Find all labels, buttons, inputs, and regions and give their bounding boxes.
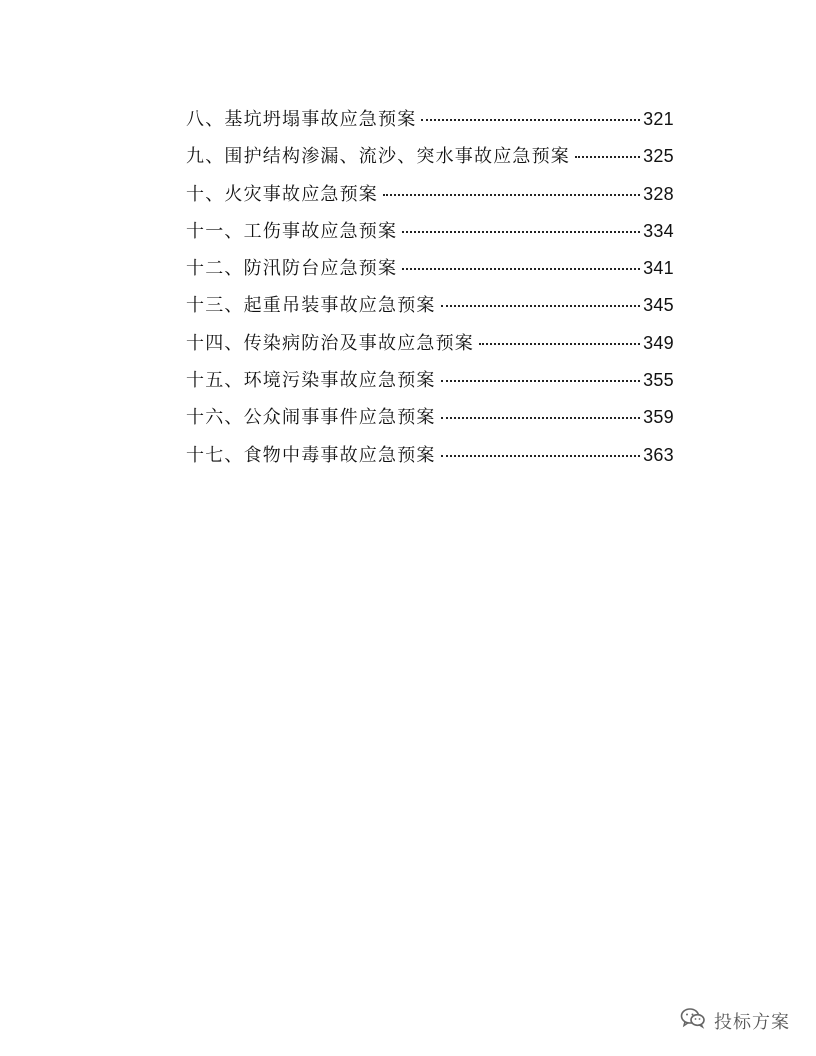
toc-entry[interactable]: [186, 287, 674, 324]
toc-entry-title: 十二、防汛防台应急预案: [186, 258, 398, 280]
toc-entry-page: 325: [643, 146, 674, 167]
toc-entry-page: 349: [643, 332, 674, 353]
toc-entry-page: 345: [643, 295, 674, 316]
toc-entry-title: 九、围护结构渗漏、流沙、突水事故应急预案: [186, 146, 570, 168]
toc-leader-dots: [441, 379, 640, 382]
toc-entry[interactable]: [186, 176, 674, 213]
toc-leader-dots: [441, 454, 640, 457]
toc-leader-dots: [421, 118, 640, 121]
toc-entry-page: 334: [643, 220, 674, 241]
toc-entry-page: 341: [643, 258, 674, 279]
toc-entry-title: 十四、传染病防治及事故应急预案: [186, 332, 474, 354]
toc-leader-dots: [402, 267, 640, 270]
toc-entry-title: 十七、食物中毒事故应急预案: [186, 444, 436, 466]
toc-entry-title: 十三、起重吊装事故应急预案: [186, 295, 436, 317]
toc-leader-dots: [479, 342, 640, 345]
toc-entry-title: 十六、公众闹事事件应急预案: [186, 407, 436, 429]
toc-entry-page: 328: [643, 183, 674, 204]
wechat-icon: [680, 1007, 714, 1034]
toc-entry-title: 十、火灾事故应急预案: [186, 183, 378, 205]
toc-entry[interactable]: [186, 362, 674, 399]
toc-entry[interactable]: [186, 399, 674, 436]
toc-entry-title: 十一、工伤事故应急预案: [186, 220, 398, 242]
toc-entry-page: 359: [643, 407, 674, 428]
toc-leader-dots: [575, 155, 640, 158]
toc-entry-page: 355: [643, 370, 674, 391]
toc-leader-dots: [402, 230, 640, 233]
watermark-text: 投标方案: [714, 1011, 790, 1033]
toc-leader-dots: [441, 304, 640, 307]
toc-entry[interactable]: [186, 213, 674, 250]
toc-entry[interactable]: [186, 101, 674, 138]
toc-entry-title: 十五、环境污染事故应急预案: [186, 370, 436, 392]
watermark: [680, 1007, 790, 1034]
toc-entry[interactable]: [186, 437, 674, 474]
toc-leader-dots: [441, 416, 640, 419]
toc-entry[interactable]: [186, 138, 674, 175]
toc-entry-page: 321: [643, 109, 674, 129]
toc-leader-dots: [383, 193, 640, 196]
toc-entry[interactable]: [186, 325, 674, 362]
toc-entry-page: 363: [643, 444, 674, 465]
toc-entry[interactable]: [186, 250, 674, 287]
toc-entry-title: 八、基坑坍塌事故应急预案: [186, 109, 417, 130]
table-of-contents: [186, 101, 674, 474]
